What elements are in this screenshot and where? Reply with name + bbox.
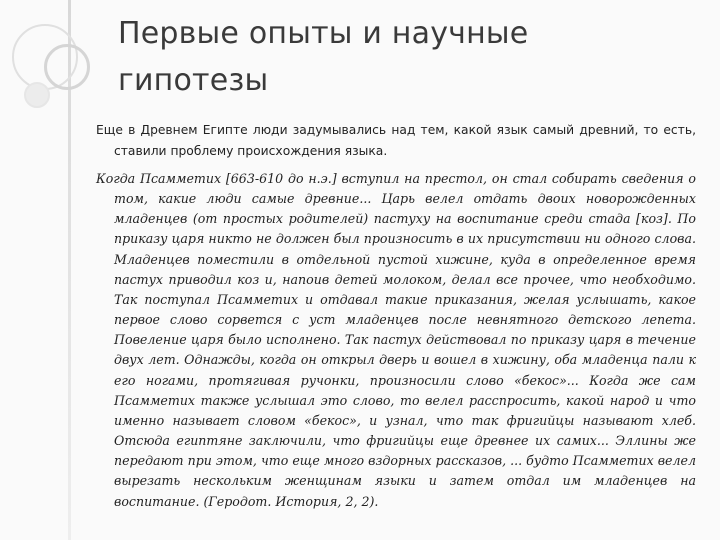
decorative-circle-small: [24, 82, 50, 108]
intro-paragraph: Еще в Древнем Египте люди задумывались над тем, какой язык самый древний, то есть, ставили проблему происхождения языка.: [96, 123, 696, 158]
decorative-circle-medium: [44, 44, 90, 90]
slide-title: Первые опыты и научные гипотезы: [118, 16, 529, 98]
herodotus-quote-paragraph: Когда Псамметих [663-610 до н.э.] вступил на престол, он стал собирать сведения о том, какие люди самые древние... Царь велел отдать двоих новорожденных младенцев (от простых родителей) пастуху на воспитание среди стада [коз]. По приказу царя никто не должен был произносить в их присутствии ни одного слова. Младенцев поместили в отдельной пустой хижине, куда в определенное время пастух приводил коз и, напоив детей молоком, делал все прочее, что необходимо. Так поступал Псамметих и отдавал такие приказания, желая услышать, какое первое слово сорвется с уст младенцев после невнятного детского лепета. Повеление царя было исполнено. Так пастух действовал по приказу царя в течение двух лет. Однажды, когда он открыл дверь и вошел в хижину, оба младенца пали к его ногами, протягивая ручонки, произносили слово «бекос»... Когда же сам Псамметих также услышал это слово, то велел расспросить, какой народ и что именно называет словом «бекос», и узнал, что так фригийцы называют хлеб. Отсюда египтяне заключили, что фригийцы еще древнее их самих... Эллины же передают при этом, что еще много вздорных рассказов, ... будто Псамметих велел вырезать нескольким женщинам языки и затем отдал им младенцев на воспитание. (Геродот. История, 2, 2).: [96, 171, 696, 509]
slide-body: [96, 120, 696, 512]
